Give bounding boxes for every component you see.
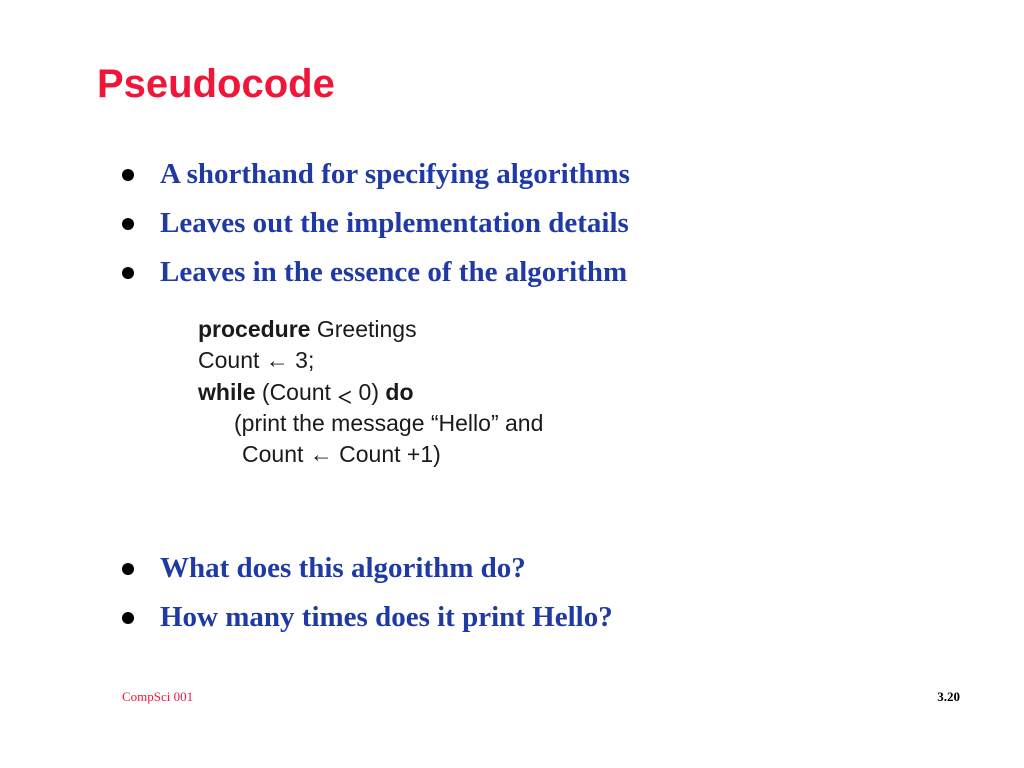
code-line: Count ← Count +1) bbox=[242, 441, 441, 467]
slide-title: Pseudocode bbox=[97, 62, 335, 106]
bullet-list-bottom bbox=[122, 544, 613, 642]
bullet-item bbox=[122, 248, 630, 297]
bullet-text: How many times does it print Hello? bbox=[160, 601, 613, 633]
code-operator: < bbox=[337, 383, 353, 412]
bullet-dot-icon bbox=[122, 218, 134, 230]
code-keyword: do bbox=[385, 379, 414, 405]
footer-course-label: CompSci 001 bbox=[122, 689, 194, 704]
bullet-item bbox=[122, 199, 630, 248]
bullet-dot-icon bbox=[122, 612, 134, 624]
code-line bbox=[198, 376, 543, 412]
code-line: Count ← 3; bbox=[198, 347, 315, 373]
code-keyword: while bbox=[198, 379, 256, 405]
bullet-text: What does this algorithm do? bbox=[160, 552, 526, 584]
bullet-item bbox=[122, 544, 613, 593]
code-keyword: procedure bbox=[198, 316, 311, 342]
code-text: (Count bbox=[255, 379, 338, 405]
bullet-text: Leaves out the implementation details bbox=[160, 207, 629, 239]
footer-slide-number: 3.20 bbox=[937, 689, 960, 704]
bullet-text: Leaves in the essence of the algorithm bbox=[160, 256, 628, 288]
code-text: Greetings bbox=[310, 316, 417, 342]
code-text: 0) bbox=[352, 379, 386, 405]
bullet-dot-icon bbox=[122, 563, 134, 575]
bullet-item bbox=[122, 593, 613, 642]
code-line: (print the message “Hello” and bbox=[234, 410, 544, 436]
bullet-item bbox=[122, 150, 630, 199]
bullet-dot-icon bbox=[122, 267, 134, 279]
code-line bbox=[198, 314, 543, 345]
pseudocode-block bbox=[198, 314, 543, 470]
bullet-list-top bbox=[122, 150, 630, 297]
bullet-text: A shorthand for specifying algorithms bbox=[160, 158, 630, 190]
bullet-dot-icon bbox=[122, 169, 134, 181]
